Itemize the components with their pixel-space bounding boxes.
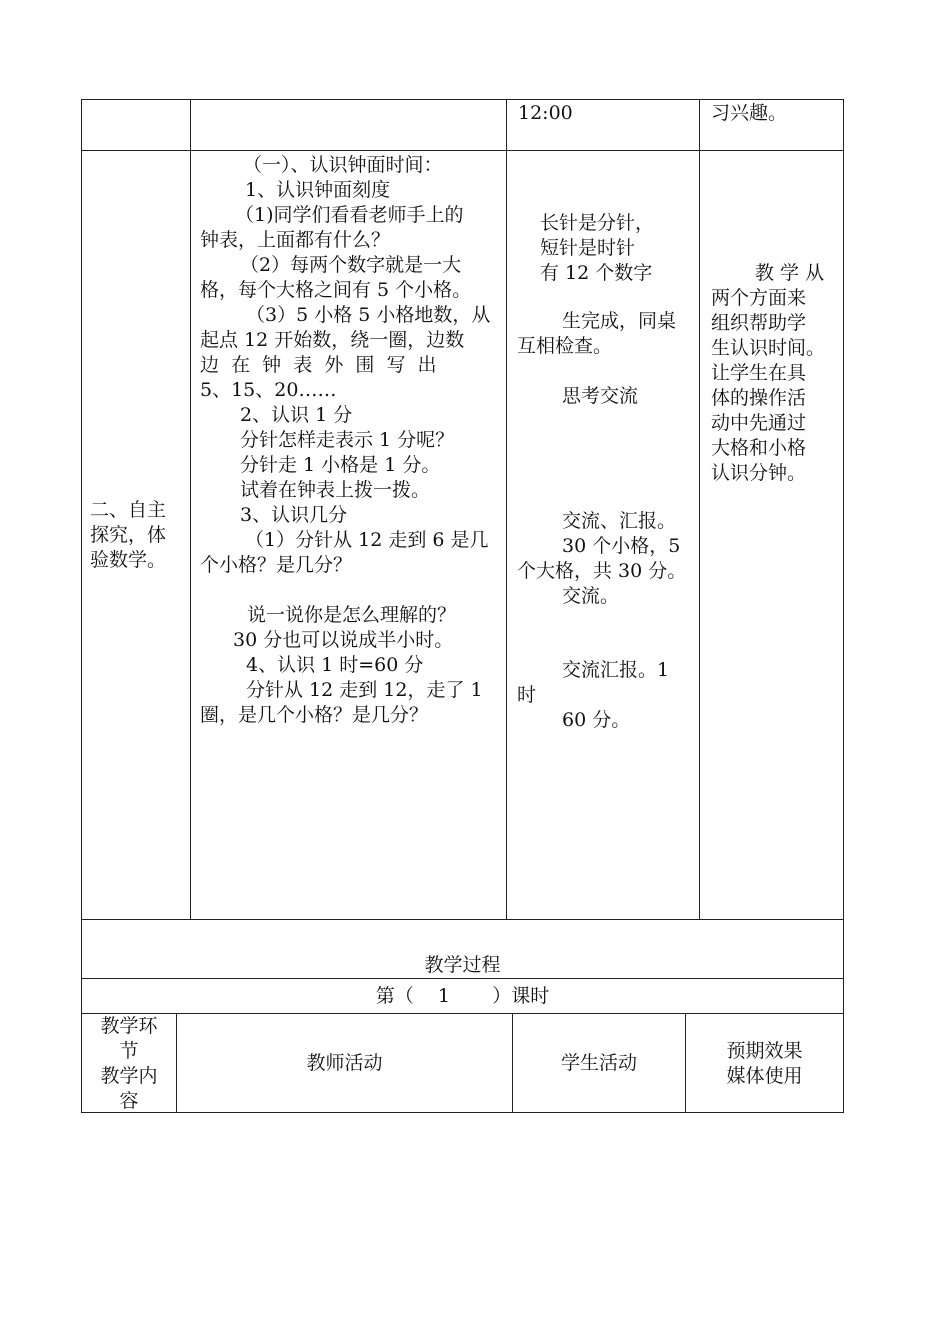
- col-header-stage-line: 容: [119, 1090, 139, 1112]
- student-line: 有 12 个数字: [540, 262, 653, 284]
- col-header-effect-line: 预期效果: [726, 1040, 803, 1062]
- header-table-divider-2: [81, 1013, 844, 1014]
- student-line: 长针是分针，: [540, 212, 655, 234]
- header-table-right-border: [843, 919, 844, 1113]
- top-row-student-text: 12:00: [518, 102, 573, 124]
- student-line: 短针是时针: [540, 237, 636, 259]
- col-header-stage-line: 教学内: [100, 1065, 158, 1087]
- student-line: 60 分。: [562, 709, 631, 731]
- effect-line: 生认识时间。: [711, 337, 826, 359]
- effect-line: 两个方面来: [711, 287, 807, 309]
- teacher-line: 分针走 1 小格是 1 分。: [240, 454, 441, 476]
- student-line: 生完成，同桌: [562, 310, 677, 332]
- teacher-line: 圈，是几个小格？是几分？: [200, 704, 429, 726]
- student-line: 个大格，共 30 分。: [517, 560, 687, 582]
- col-header-effect-line: 媒体使用: [726, 1065, 803, 1087]
- teacher-line: 3、认识几分: [240, 504, 348, 526]
- student-line: 交流。: [562, 585, 620, 607]
- stage-line: 验数学。: [90, 549, 167, 571]
- student-line: 互相检查。: [517, 335, 613, 357]
- teacher-line: （1）分针从 12 走到 6 是几: [245, 529, 489, 551]
- teacher-line: 分针从 12 走到 12，走了 1: [246, 679, 483, 701]
- student-line: 30 个小格，5: [562, 535, 681, 557]
- table-bottom-border: [81, 919, 844, 920]
- row-divider: [81, 150, 844, 151]
- col-header-stage-line: 节: [119, 1040, 139, 1062]
- teacher-line: （3）5 小格 5 小格地数，从: [246, 304, 491, 326]
- top-row-effect-text: 习兴趣。: [711, 102, 788, 124]
- teacher-line: 边 在 钟 表 外 围 写 出: [200, 354, 437, 376]
- teacher-line: 说一说你是怎么理解的？: [247, 604, 457, 626]
- effect-line: 动中先通过: [711, 412, 807, 434]
- student-line: 交流、汇报。: [562, 510, 677, 532]
- teacher-line: 4、认识 1 时=60 分: [246, 654, 424, 676]
- header-table-bottom-border: [81, 1112, 844, 1113]
- effect-line: 大格和小格: [711, 437, 807, 459]
- stage-line: 二、自主: [90, 499, 167, 521]
- col-divider-2: [506, 99, 507, 920]
- effect-line: 组织帮助学: [711, 312, 807, 334]
- lesson-number-label: 第（ 1 ）课时: [375, 985, 550, 1007]
- effect-line: 让学生在具: [711, 362, 807, 384]
- col-divider-1: [190, 99, 191, 920]
- stage-line: 探究，体: [90, 524, 167, 546]
- teacher-line: 30 分也可以说成半小时。: [233, 629, 454, 651]
- teacher-line: （2）每两个数字就是一大: [240, 254, 462, 276]
- teacher-line: 钟表，上面都有什么？: [200, 229, 391, 251]
- col-header-teacher: 教师活动: [306, 1052, 383, 1074]
- effect-line: 认识分钟。: [711, 462, 807, 484]
- teacher-line: 1、认识钟面刻度: [245, 179, 391, 201]
- table-left-border: [81, 99, 82, 920]
- col-header-student: 学生活动: [560, 1052, 637, 1074]
- header-table-divider-1: [81, 978, 844, 979]
- student-line: 思考交流: [562, 385, 639, 407]
- teacher-line: 5、15、20……: [200, 379, 337, 401]
- effect-line: 体的操作活: [711, 387, 807, 409]
- table-top-border: [81, 99, 844, 100]
- table-right-border: [843, 99, 844, 920]
- effect-line: 教 学 从: [755, 262, 825, 284]
- teacher-line: 个小格？是几分？: [200, 554, 353, 576]
- teacher-line: 2、认识 1 分: [240, 404, 353, 426]
- teacher-line: （一）、认识钟面时间：: [243, 154, 443, 176]
- col-header-stage-line: 教学环: [100, 1015, 158, 1037]
- student-line: 交流汇报。1: [562, 659, 670, 681]
- teacher-line: 分针怎样走表示 1 分呢？: [240, 429, 455, 451]
- col-divider-3: [699, 99, 700, 920]
- teacher-line: （1)同学们看看老师手上的: [235, 204, 464, 226]
- teacher-line: 起点 12 开始数，绕一圈，边数: [200, 329, 465, 351]
- teacher-line: 试着在钟表上拨一拨。: [240, 479, 431, 501]
- student-line: 时: [517, 684, 537, 706]
- teaching-process-title: 教学过程: [424, 954, 501, 976]
- teacher-line: 格，每个大格之间有 5 个小格。: [200, 279, 472, 301]
